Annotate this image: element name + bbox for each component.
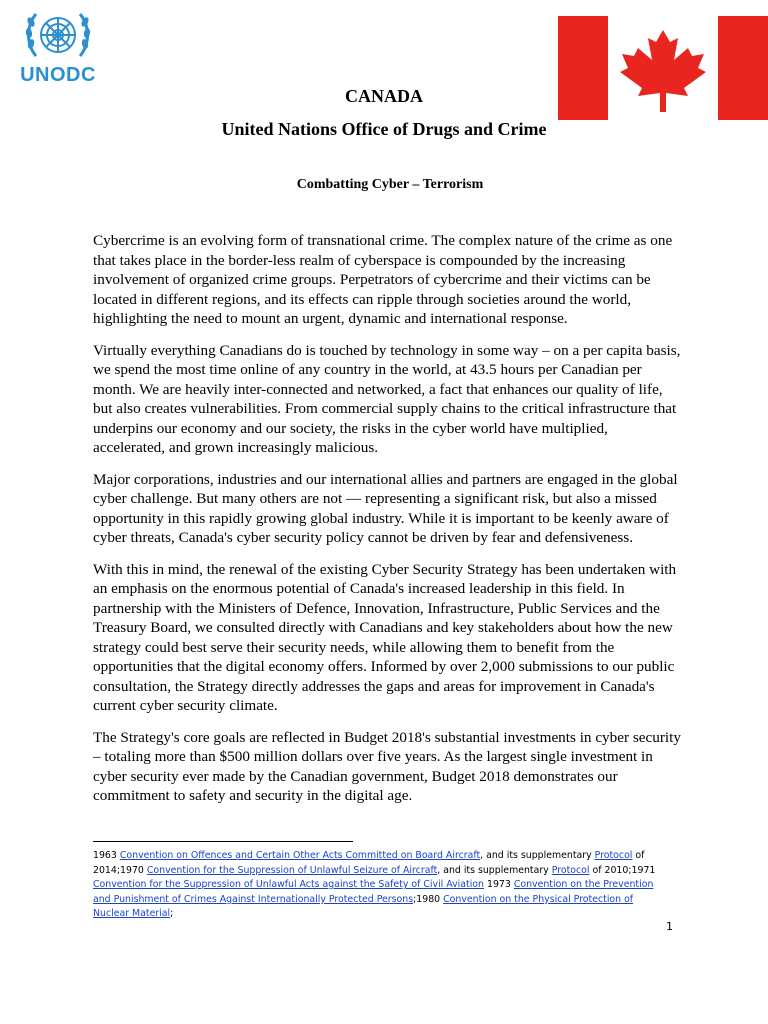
footnote-text: ;1980: [413, 893, 444, 905]
footnote-text: of 2010;1971: [589, 864, 656, 876]
title-organization: United Nations Office of Drugs and Crime: [221, 119, 547, 139]
paragraph: Major corporations, industries and our international allies and partners are engaged in the global cyber challenge. But many others are not — representing a significant risk, but also a missed opportunity in this rapidly growing global industry. While it is important to be keenly aware of cyber threats, Canada's cyber security policy cannot be driven by fear and defensiveness.: [93, 470, 678, 546]
footnote-link[interactable]: Convention for the Suppression of Unlawful Seizure of Aircraft: [146, 864, 438, 876]
footnote-text: 1963: [93, 850, 120, 861]
footnote-text: ;: [170, 908, 174, 920]
footnote-link[interactable]: Convention for the Suppression of Unlawful Acts against the Safety of Civil Aviation: [93, 879, 484, 891]
footnote-text: , and its supplementary: [437, 864, 552, 876]
footnote-link[interactable]: Convention on the Prevention and Punishment of Crimes Against Internationally Protected Persons: [93, 879, 654, 905]
footnote-separator: [93, 841, 353, 842]
footnote-text: , and its supplementary: [480, 850, 595, 861]
page-number: 1: [666, 920, 673, 933]
paragraph: Virtually everything Canadians do is touched by technology in some way – on a per capita basis, we spend the most time online of any country in the world, at 43.5 hours per Canadian per month. We are heavily inter-connected and networked, a fact that enhances our quality of life, but also creates vulnerabilities. From commercial supply chains to the critical infrastructure that underpins our economy and our society, the risks in the cyber world have multiplied, accelerated, and grown increasingly malicious.: [93, 341, 681, 456]
title-country: CANADA: [345, 86, 423, 106]
paragraph: The Strategy's core goals are reflected in Budget 2018's substantial investments in cyber security – totaling more than $500 million dollars over five years. As the largest single investment in cyber security ever made by the Canadian government, Budget 2018 demonstrates our commitment to safety and security in the digital age.: [93, 728, 681, 804]
footnote-link[interactable]: Protocol: [594, 850, 633, 861]
footnote: [93, 849, 663, 922]
paragraph: Cybercrime is an evolving form of transnational crime. The complex nature of the crime as one that takes place in the border-less realm of cyberspace is compounded by the increasing involvement of organized crime groups. Perpetrators of cybercrime and their victims can be located in different regions, and its effects can ripple through societies around the world, highlighting the need to mount an urgent, dynamic and international response.: [93, 232, 673, 327]
document-subtitle: Combatting Cyber – Terrorism: [296, 177, 484, 192]
footnote-text: of 2014;1970: [93, 850, 645, 876]
logo-text: UNODC: [20, 64, 96, 86]
footnote-link[interactable]: Convention on the Physical Protection of Nuclear Material: [93, 893, 634, 920]
footnote-link[interactable]: Protocol: [551, 864, 590, 876]
body-text: [93, 231, 683, 818]
footnote-text: 1973: [484, 879, 514, 891]
paragraph: With this in mind, the renewal of the existing Cyber Security Strategy has been undertaken with an emphasis on the enormous potential of Canada's increased leadership in this field. In partnership with the Ministers of Defence, Innovation, Infrastructure, Public Services and the Treasury Board, we consulted directly with Canadians and key stakeholders about how the new strategy could best serve their security needs, while allowing them to benefit from the opportunities that the digital economy offers. Informed by over 2,000 submissions to our public consultation, the Strategy directly addresses the gaps and areas for improvement in Canada's current cyber security climate.: [93, 560, 677, 714]
unodc-logo: [10, 8, 106, 88]
footnote-link[interactable]: Convention on Offences and Certain Other Acts Committed on Board Aircraft: [119, 850, 481, 861]
un-emblem-icon: [22, 8, 94, 66]
